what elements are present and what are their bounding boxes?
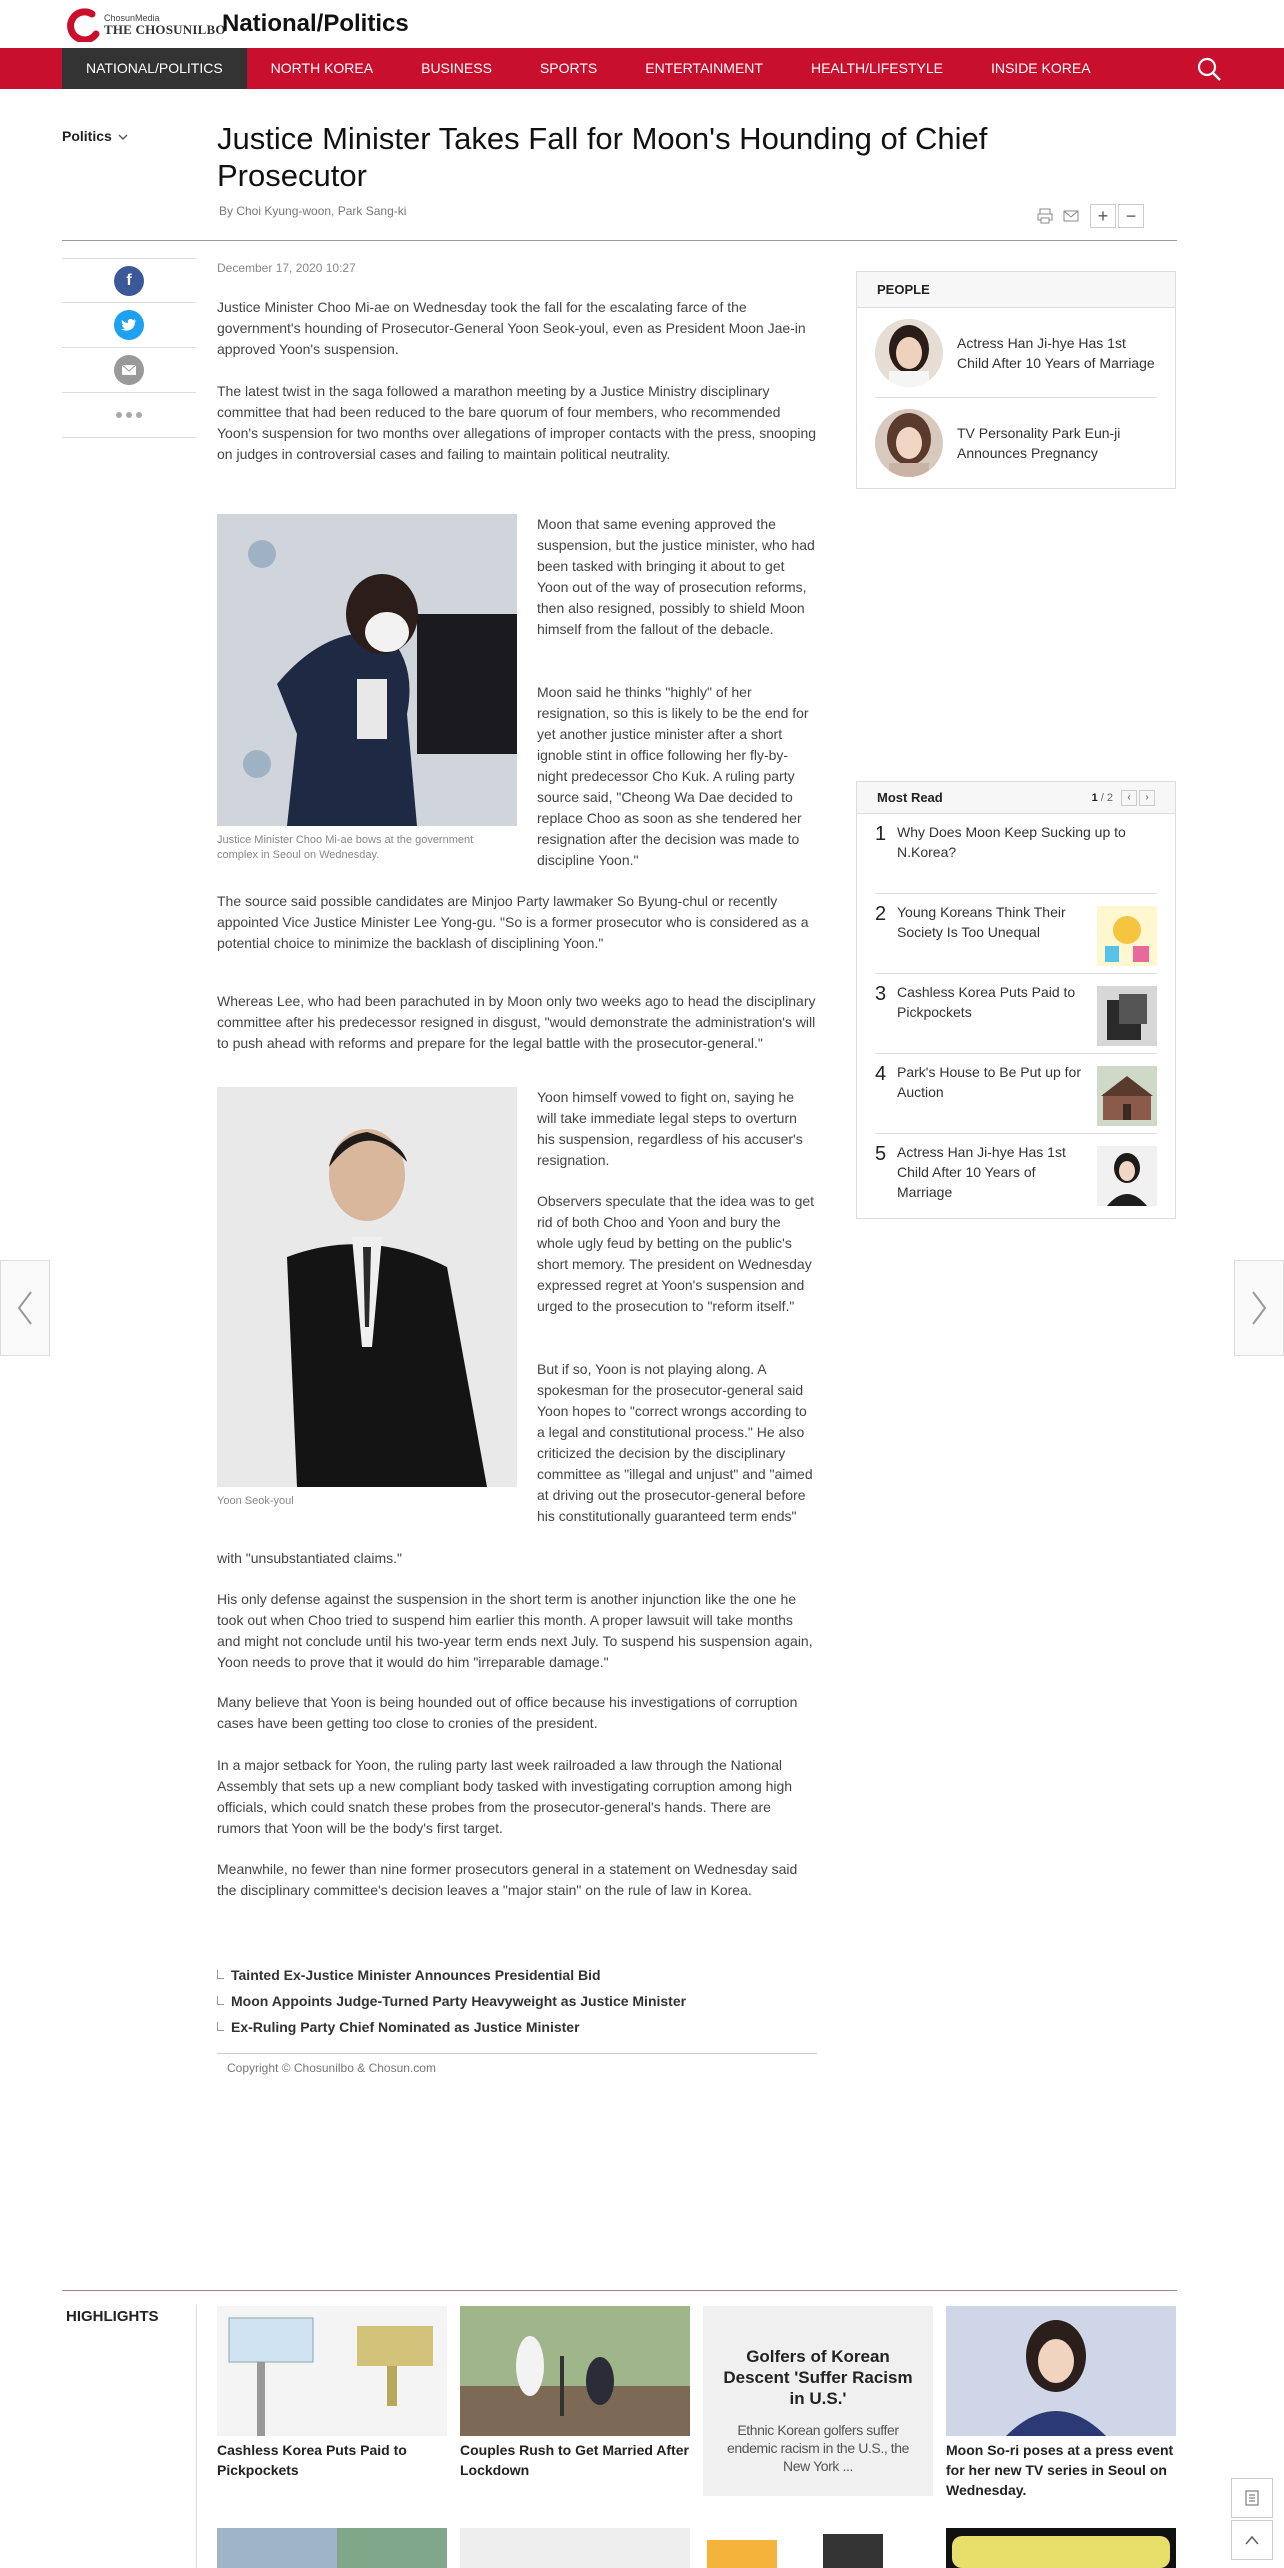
highlight-card[interactable]: [946, 2306, 1176, 2500]
nav-item-inside-korea[interactable]: INSIDE KOREA: [990, 60, 1091, 76]
highlight-image: [217, 2306, 447, 2436]
chevron-left-icon: [15, 1288, 35, 1328]
highlight-text-card[interactable]: [703, 2306, 933, 2496]
copyright-divider: [217, 2053, 817, 2054]
most-read-title-text: Park's House to Be Put up for Auction: [897, 1064, 1081, 1100]
highlight-card-partial[interactable]: [946, 2528, 1176, 2568]
most-read-item[interactable]: [875, 894, 1157, 974]
related-articles: [217, 1962, 686, 2040]
people-item[interactable]: [875, 398, 1157, 488]
section-title[interactable]: National/Politics: [222, 10, 409, 37]
highlight-card[interactable]: [460, 2306, 690, 2480]
nav-item-health-lifestyle[interactable]: HEALTH/LIFESTYLE: [810, 60, 943, 76]
article-paragraph: Justice Minister Choo Mi-ae on Wednesday took the fall for the escalating farce of the government's hounding of Prosecutor-General Yoon Seok-youl, even as President Moon Jae-in approved Yoon's suspension.: [217, 299, 806, 357]
thumbnail: [1097, 906, 1157, 966]
most-read-title-text: Young Koreans Think Their Society Is Too Unequal: [897, 904, 1066, 940]
highlight-card-partial[interactable]: [460, 2528, 690, 2568]
nav-item-business[interactable]: BUSINESS: [421, 60, 492, 76]
logo-small-text: ChosunMedia: [104, 13, 160, 23]
mail-icon[interactable]: [1062, 207, 1080, 225]
article-paragraph: Whereas Lee, who had been parachuted in by Moon only two weeks ago to head the disciplinary committee after his predecessor resigned in disgust, "would demonstrate the administration's will to push ahead with reforms and prepare for the legal battle with the prosecutor-general.": [217, 993, 816, 1051]
article-paragraph: Observers speculate that the idea was to get rid of both Choo and Yoon and bury the whole ugly feud by betting on the public's short memory. The president on Wednesday expressed regret at Yoon's suspension and urged to the prosecution to "reform itself.": [537, 1193, 815, 1314]
logo-big-text: THE CHOSUNILBO: [104, 22, 226, 37]
related-link[interactable]: Ex-Ruling Party Chief Nominated as Justice Minister: [217, 2014, 686, 2040]
most-read-item[interactable]: [875, 814, 1157, 894]
font-decrease-button[interactable]: −: [1118, 204, 1144, 228]
next-article-arrow[interactable]: [1234, 1260, 1284, 1356]
thumbnail: [1097, 1066, 1157, 1126]
highlights-divider: [62, 2290, 1177, 2291]
highlight-card-partial[interactable]: [217, 2528, 447, 2568]
related-link[interactable]: Tainted Ex-Justice Minister Announces Presidential Bid: [217, 1962, 686, 1988]
nav-item-national-politics[interactable]: NATIONAL/POLITICS: [62, 48, 247, 89]
nav-item-north-korea[interactable]: NORTH KOREA: [270, 60, 374, 76]
facebook-icon[interactable]: f: [114, 266, 144, 296]
figure-caption: Justice Minister Choo Mi-ae bows at the government complex in Seoul on Wednesday.: [217, 834, 474, 861]
avatar: [875, 409, 943, 477]
people-title: PEOPLE: [857, 272, 1175, 308]
article-figure: [217, 514, 517, 863]
print-icon[interactable]: [1036, 207, 1054, 225]
chevron-right-icon[interactable]: ›: [1139, 790, 1155, 806]
people-box: [856, 271, 1176, 489]
prev-article-arrow[interactable]: [0, 1260, 50, 1356]
scroll-top-button[interactable]: [1231, 2520, 1273, 2560]
main-nav: [0, 48, 1284, 89]
thumbnail: [1097, 1146, 1157, 1206]
photo-choo-mi-ae: [217, 514, 517, 826]
highlight-caption: Moon So-ri poses at a press event for her new TV series in Seoul on Wednesday.: [946, 2442, 1174, 2498]
list-icon: [1244, 2490, 1260, 2506]
figure-caption: Yoon Seok-youl: [217, 1495, 294, 1507]
most-read-item[interactable]: [875, 1054, 1157, 1134]
highlight-caption: Cashless Korea Puts Paid to Pickpockets: [217, 2442, 407, 2478]
article-paragraph: The source said possible candidates are Minjoo Party lawmaker So Byung-chul or recently appointed Vice Justice Minister Lee Yong-gu. "So is a former prosecutor who is considered as a potential choice to minimize the backlash of disciplining Yoon.": [217, 893, 809, 951]
avatar: [875, 319, 943, 387]
twitter-icon[interactable]: [114, 310, 144, 340]
article-figure: [217, 1087, 517, 1509]
most-read-title-text: Actress Han Ji-hye Has 1st Child After 10 Years of Marriage: [897, 1144, 1066, 1200]
more-icon[interactable]: [114, 411, 144, 419]
rank-number: 2: [875, 903, 887, 925]
related-link[interactable]: Moon Appoints Judge-Turned Party Heavyweight as Justice Minister: [217, 1988, 686, 2014]
email-icon[interactable]: [114, 355, 144, 385]
rank-number: 4: [875, 1063, 887, 1085]
highlight-image: [460, 2306, 690, 2436]
highlight-quote-title: Golfers of Korean Descent 'Suffer Racism in U.S.': [723, 2347, 913, 2408]
most-read-title-text: Why Does Moon Keep Sucking up to N.Korea?: [897, 824, 1126, 860]
highlight-card-partial[interactable]: [703, 2528, 933, 2568]
article-paragraph: with "unsubstantiated claims.": [217, 1550, 403, 1566]
article-paragraph: His only defense against the suspension in the short term is another injunction like the one he took out when Choo tried to suspend him earlier this month. A proper lawsuit will take months and might not conclude until his two-year term ends next July. To suspend his suspension again, Yoon needs to prove that it would do him "irreparable damage.": [217, 1591, 813, 1670]
highlight-card[interactable]: [217, 2306, 447, 2480]
article-date: December 17, 2020 10:27: [217, 261, 356, 275]
most-read-item[interactable]: [875, 1134, 1157, 1214]
headline-divider: [62, 240, 1177, 241]
chevron-right-icon: [1249, 1288, 1269, 1328]
nav-item-sports[interactable]: SPORTS: [539, 60, 598, 76]
most-read-title-text: Cashless Korea Puts Paid to Pickpockets: [897, 984, 1076, 1020]
thumbnail: [1097, 986, 1157, 1046]
rank-number: 5: [875, 1143, 887, 1165]
article-paragraph: Meanwhile, no fewer than nine former prosecutors general in a statement on Wednesday said the disciplinary committee's decision leaves a "major stain" on the rule of law in Korea.: [217, 1861, 798, 1898]
most-read-title: Most Read: [877, 790, 943, 805]
photo-yoon-seok-youl: [217, 1087, 517, 1487]
article-headline: Justice Minister Takes Fall for Moon's Hounding of Chief Prosecutor: [217, 121, 988, 193]
people-item[interactable]: [875, 308, 1157, 398]
copyright-text: Copyright © Chosunilbo & Chosun.com: [227, 2061, 436, 2075]
highlight-caption: Couples Rush to Get Married After Lockdown: [460, 2442, 689, 2478]
pager-current: 1: [1091, 791, 1098, 804]
people-item-title: TV Personality Park Eun-ji Announces Pregnancy: [957, 425, 1121, 461]
article-paragraph: The latest twist in the saga followed a marathon meeting by a Justice Ministry disciplinary committee that had been reduced to the bare quorum of four members, who recommended Yoon's suspension for two months over allegations of improper contacts with the press, snooping on judges in controversial cases and failing to maintain political neutrality.: [217, 383, 817, 462]
top-header: [0, 0, 1284, 48]
rank-number: 1: [875, 823, 887, 845]
highlight-quote-desc: Ethnic Korean golfers suffer endemic racism in the U.S., the New York ...: [726, 2422, 910, 2474]
share-column: [62, 258, 196, 438]
article-byline: By Choi Kyung-woon, Park Sang-ki: [219, 204, 407, 218]
most-read-pager: [1092, 792, 1113, 804]
breadcrumb-label: Politics: [62, 128, 112, 144]
logo-mark-icon: [62, 8, 100, 42]
article-paragraph: But if so, Yoon is not playing along. A spokesman for the prosecutor-general said Yoon hopes to "correct wrongs according to a legal and constitutional process." He also criticized the decision by the disciplinary committee as "illegal and unjust" and "aimed at driving out the prosecutor-general before his constitutionally guaranteed term ends": [537, 1361, 813, 1524]
chevron-left-icon[interactable]: ‹: [1121, 790, 1137, 806]
highlights-vertical-divider: [196, 2305, 197, 2568]
breadcrumb[interactable]: [62, 128, 128, 144]
list-view-button[interactable]: [1231, 2478, 1273, 2518]
highlight-image: [946, 2306, 1176, 2436]
highlights-title: HIGHLIGHTS: [66, 2308, 159, 2325]
nav-item-entertainment[interactable]: ENTERTAINMENT: [645, 60, 763, 76]
pager-total: / 2: [1100, 791, 1113, 804]
chevron-up-icon: [1244, 2534, 1260, 2546]
article-paragraph: Yoon himself vowed to fight on, saying he will take immediate legal steps to overturn his suspension, regardless of his accuser's resignation.: [537, 1089, 803, 1168]
search-icon[interactable]: [1196, 56, 1222, 82]
article-paragraph: In a major setback for Yoon, the ruling party last week railroaded a law through the National Assembly that sets up a new compliant body tasked with investigating corruption among high officials, which could snatch these probes from the prosecutor-general's hands. There are rumors that Yoon will be the body's first target.: [217, 1757, 793, 1836]
article-tools: [1036, 204, 1144, 228]
article-paragraph: Moon that same evening approved the suspension, but the justice minister, who had been tasked with bringing it about to get Yoon out of the way of prosecution reforms, then also resigned, possibly to shield Moon himself from the fallout of the debacle.: [537, 516, 815, 637]
rank-number: 3: [875, 983, 887, 1005]
chevron-down-icon: [118, 133, 128, 141]
site-logo[interactable]: [62, 8, 226, 42]
most-read-box: [856, 781, 1176, 1219]
article-paragraph: Moon said he thinks "highly" of her resignation, so this is likely to be the end for yet another justice minister after a short ignoble stint in office following her fly-by-night predecessor Cho Kuk. A ruling party source said, "Cheong Wa Dae decided to replace Choo as soon as she tendered her resignation after the decision was made to discipline Yoon.": [537, 684, 809, 868]
people-item-title: Actress Han Ji-hye Has 1st Child After 10 Years of Marriage: [957, 334, 1155, 371]
most-read-item[interactable]: [875, 974, 1157, 1054]
article-paragraph: Many believe that Yoon is being hounded out of office because his investigations of corruption cases have been getting too close to cronies of the president.: [217, 1694, 798, 1731]
font-increase-button[interactable]: +: [1090, 204, 1116, 228]
